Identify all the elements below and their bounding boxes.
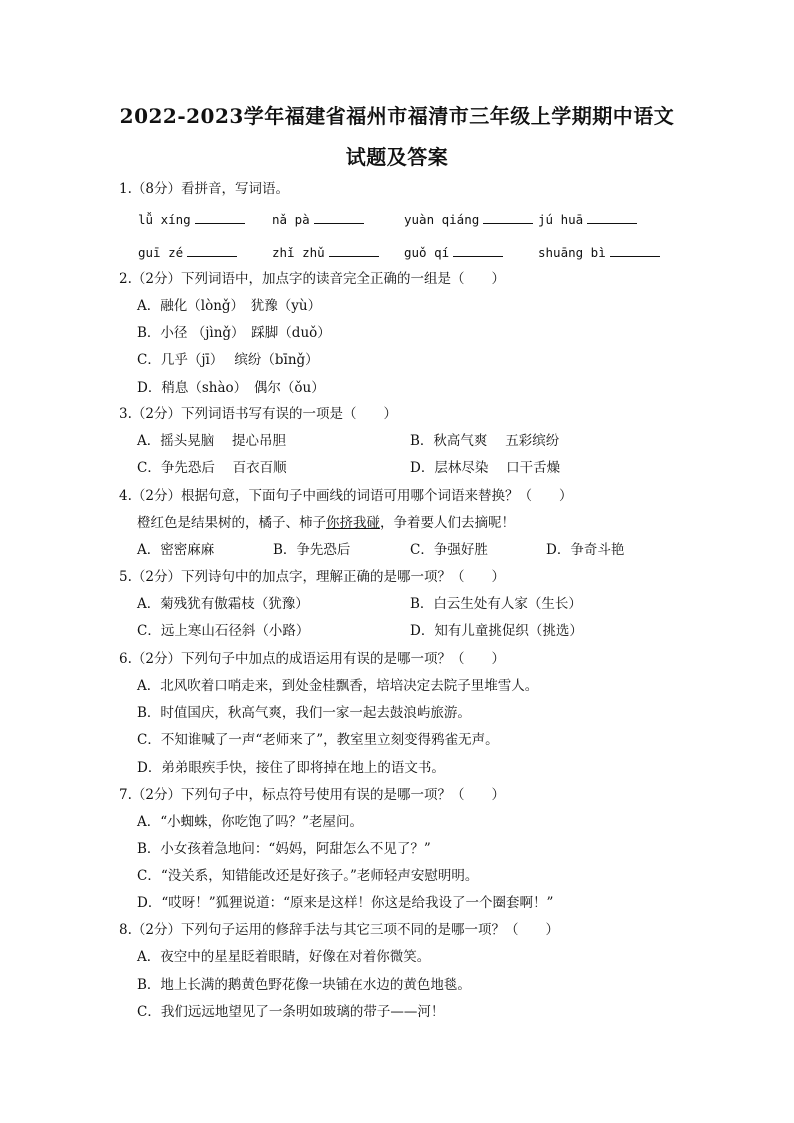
pinyin-item: zhǐ zhǔ — [272, 244, 379, 262]
q5-option-d: D．知有儿童挑促织（挑选） — [410, 623, 583, 639]
q8-option-b: B．地上长满的鹅黄色野花像一块铺在水边的黄色地毯。 — [137, 977, 471, 993]
q8-option-a: A．夜空中的星星眨着眼睛，好像在对着你微笑。 — [137, 949, 431, 965]
q3-option-d: D．层林尽染 口干舌燥 — [410, 460, 561, 476]
q4-option-c: C．争强好胜 — [410, 542, 488, 558]
pinyin-item: guī zé — [138, 244, 237, 262]
answer-blank[interactable] — [453, 244, 503, 257]
q8-stem: 8.（2分）下列句子运用的修辞手法与其它三项不同的是哪一项？（ ） — [119, 922, 559, 938]
q5-option-b: B．白云生处有人家（生长） — [410, 596, 582, 612]
q6-option-c: C．不知谁喊了一声“老师来了”，教室里立刻变得鸦雀无声。 — [137, 732, 499, 748]
q3-option-c: C．争先恐后 百衣百顺 — [137, 460, 287, 476]
q8-option-c: C．我们远远地望见了一条明如玻璃的带子——河！ — [137, 1004, 445, 1020]
doc-title-line-1: 2022-2023学年福建省福州市福清市三年级上学期期中语文 — [119, 104, 675, 128]
answer-blank[interactable] — [610, 244, 660, 257]
answer-blank[interactable] — [195, 211, 245, 224]
q3-option-a: A．摇头晃脑 提心吊胆 — [137, 433, 287, 449]
q2-option-c: C．几乎（jī） 缤纷（bīnǧ） — [137, 352, 319, 368]
answer-blank[interactable] — [329, 244, 379, 257]
pinyin-item: shuāng bì — [538, 244, 660, 262]
pinyin-item: guǒ qí — [404, 244, 503, 262]
q3-option-b: B．秋高气爽 五彩缤纷 — [410, 433, 560, 449]
q4-sentence: 橙红色是结果树的，橘子、柿子你挤我碰，争着要人们去摘呢！ — [137, 515, 515, 531]
q6-option-b: B．时值国庆，秋高气爽，我们一家一起去鼓浪屿旅游。 — [137, 705, 471, 721]
q2-stem: 2.（2分）下列词语中，加点字的读音完全正确的一组是（ ） — [119, 271, 505, 287]
doc-title-line-2: 试题及答案 — [345, 145, 449, 169]
pinyin-item: lǚ xíng — [138, 211, 245, 229]
q4-stem: 4.（2分）根据句意，下面句子中画线的词语可用哪个词语来替换？（ ） — [119, 488, 573, 504]
q6-stem: 6.（2分）下列句子中加点的成语运用有误的是哪一项？（ ） — [119, 651, 505, 667]
q7-option-c: C．“没关系，知错能改还是好孩子。”老师轻声安慰明明。 — [137, 868, 479, 884]
answer-blank[interactable] — [587, 211, 637, 224]
q4-underlined-phrase: 你挤我碰 — [326, 515, 380, 531]
q5-stem: 5.（2分）下列诗句中的加点字，理解正确的是哪一项？（ ） — [119, 569, 505, 585]
q7-option-b: B．小女孩着急地问：“妈妈，阿甜怎么不见了？” — [137, 841, 431, 857]
q7-option-a: A．“小蜘蛛，你吃饱了吗？”老屋问。 — [137, 814, 364, 830]
pinyin-item: jú huā — [538, 211, 637, 229]
q4-option-a: A．密密麻麻 — [137, 542, 215, 558]
q5-option-a: A．菊残犹有傲霜枝（犹豫） — [137, 596, 309, 612]
pinyin-item: nǎ pà — [272, 211, 364, 229]
answer-blank[interactable] — [483, 211, 533, 224]
q1-stem: 1.（8分）看拼音，写词语。 — [119, 181, 289, 197]
answer-blank[interactable] — [187, 244, 237, 257]
answer-blank[interactable] — [314, 211, 364, 224]
q3-stem: 3.（2分）下列词语书写有误的一项是（ ） — [119, 406, 397, 422]
q7-stem: 7.（2分）下列句子中，标点符号使用有误的是哪一项？（ ） — [119, 787, 505, 803]
q6-option-d: D．弟弟眼疾手快，接住了即将掉在地上的语文书。 — [137, 760, 445, 776]
q2-option-a: A．融化（lònǧ） 犹豫（yù） — [137, 298, 322, 314]
pinyin-item: yuàn qiáng — [404, 211, 533, 229]
q2-option-d: D．稍息（shào） 偶尔（ǒu） — [137, 380, 325, 396]
q7-option-d: D．“哎呀！”狐狸说道：“原来是这样！你这是给我设了一个圈套啊！” — [137, 895, 554, 911]
q4-option-b: B．争先恐后 — [273, 542, 351, 558]
q4-option-d: D．争奇斗艳 — [546, 542, 625, 558]
q2-option-b: B．小径 （jìnǧ） 踩脚（duǒ） — [137, 325, 331, 341]
q5-option-c: C．远上寒山石径斜（小路） — [137, 623, 310, 639]
q6-option-a: A．北风吹着口哨走来，到处金桂飘香，培培决定去院子里堆雪人。 — [137, 678, 539, 694]
